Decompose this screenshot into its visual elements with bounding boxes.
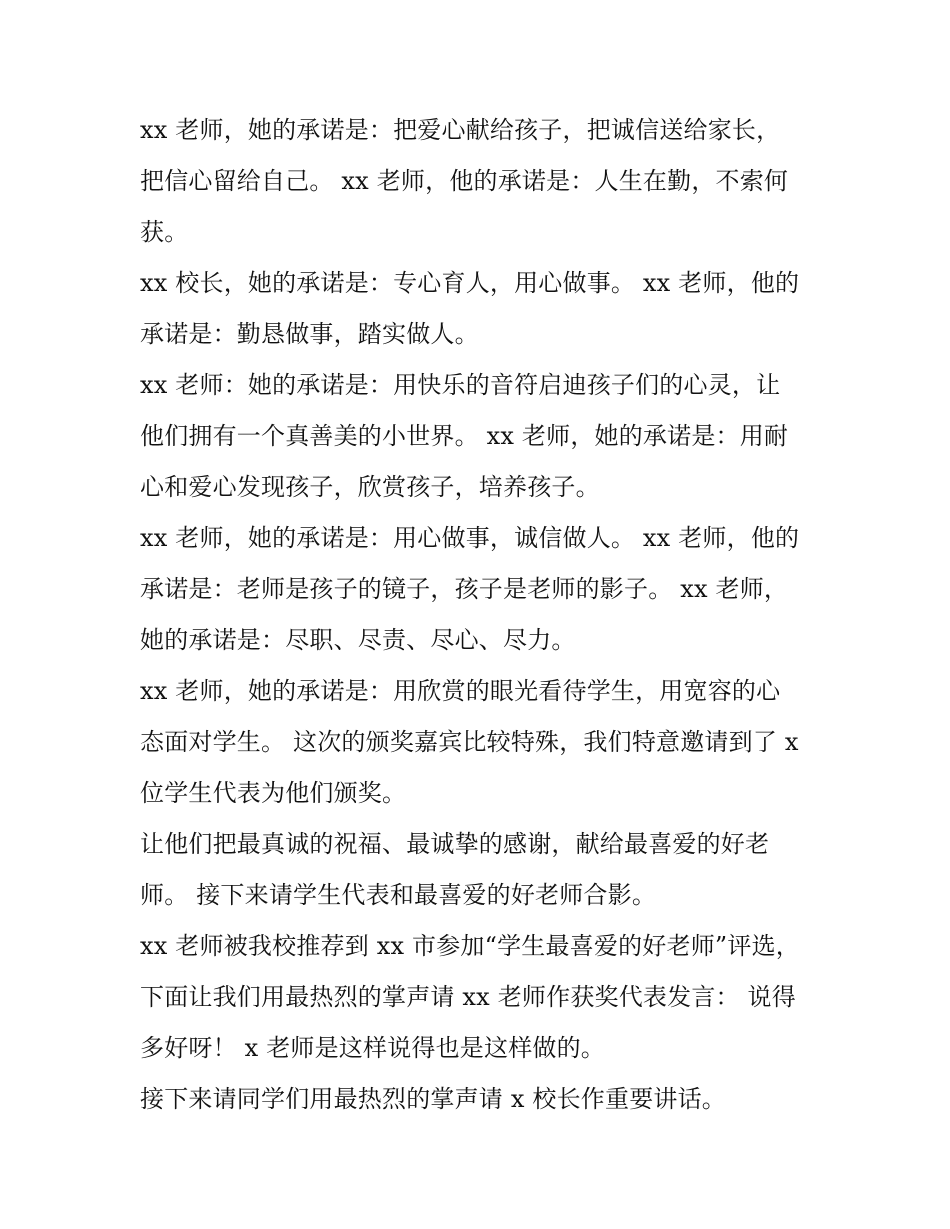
text-line-15: 让他们把最真诚的祝福、最诚挚的感谢，献给最喜爱的好老 — [140, 830, 770, 858]
text-line-4: xx 校长，她的承诺是：专心育人，用心做事。 xx 老师，他的 — [140, 269, 800, 297]
text-line-13: 态面对学生。 这次的颁奖嘉宾比较特殊，我们特意邀请到了 x — [140, 728, 799, 756]
text-line-3: 获。 — [140, 218, 189, 246]
text-line-7: 他们拥有一个真善美的小世界。 xx 老师，她的承诺是：用耐 — [140, 422, 789, 450]
text-line-6: xx 老师：她的承诺是：用快乐的音符启迪孩子们的心灵，让 — [140, 371, 781, 399]
text-line-10: 承诺是：老师是孩子的镜子，孩子是老师的影子。 xx 老师， — [140, 575, 789, 603]
text-line-19: 多好呀！ x 老师是这样说得也是这样做的。 — [140, 1034, 605, 1062]
text-line-14: 位学生代表为他们颁奖。 — [140, 779, 407, 807]
text-line-20: 接下来请同学们用最热烈的掌声请 x 校长作重要讲话。 — [140, 1085, 726, 1113]
text-line-17: xx 老师被我校推荐到 xx 市参加“学生最喜爱的好老师”评选， — [140, 932, 800, 960]
text-line-5: 承诺是：勤恳做事，踏实做人。 — [140, 320, 479, 348]
text-line-11: 她的承诺是：尽职、尽责、尽心、尽力。 — [140, 626, 576, 654]
text-line-12: xx 老师，她的承诺是：用欣赏的眼光看待学生，用宽容的心 — [140, 677, 781, 705]
text-line-8: 心和爱心发现孩子，欣赏孩子，培养孩子。 — [140, 473, 600, 501]
text-line-18: 下面让我们用最热烈的掌声请 xx 老师作获奖代表发言： 说得 — [140, 983, 796, 1011]
text-line-2: 把信心留给自己。 xx 老师，他的承诺是：人生在勤，不索何 — [140, 167, 789, 195]
text-line-1: xx 老师，她的承诺是：把爱心献给孩子，把诚信送给家长， — [140, 116, 781, 144]
text-line-9: xx 老师，她的承诺是：用心做事，诚信做人。 xx 老师，他的 — [140, 524, 800, 552]
document-body — [140, 105, 820, 1125]
text-line-16: 师。 接下来请学生代表和最喜爱的好老师合影。 — [140, 881, 657, 909]
